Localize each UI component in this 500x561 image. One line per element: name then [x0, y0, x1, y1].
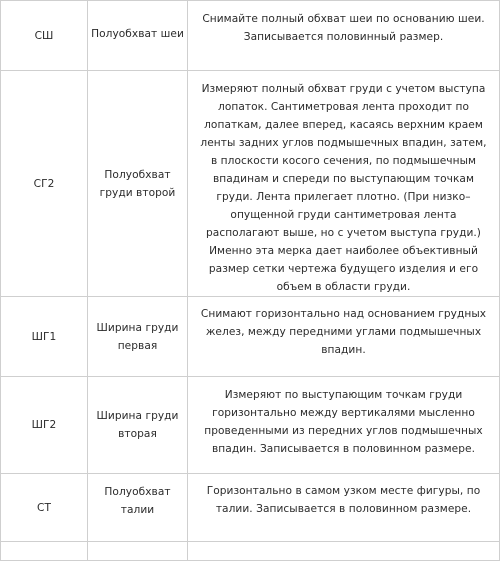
measure-code: СШ	[1, 1, 88, 71]
table-row	[1, 377, 500, 474]
measure-code: СГ2	[1, 71, 88, 297]
measure-name: Ширина груди первая	[88, 297, 188, 377]
measure-description: Горизонтально в самом узком месте фигуры, по талии. Записывается в половинном размере.	[188, 474, 500, 542]
table-row	[1, 474, 500, 542]
measure-code: ШГ2	[1, 377, 88, 474]
empty-cell	[88, 542, 188, 561]
measure-description: Снимайте полный обхват шеи по основанию шеи. Записывается половинный размер.	[188, 1, 500, 71]
measure-code: ШГ1	[1, 297, 88, 377]
table-row	[1, 71, 500, 297]
measure-name: Полуобхват шеи	[88, 1, 188, 71]
measure-name: Полуобхват талии	[88, 474, 188, 542]
table-row	[1, 1, 500, 71]
measure-name: Ширина груди вторая	[88, 377, 188, 474]
measure-name: Полуобхват груди второй	[88, 71, 188, 297]
empty-cell	[1, 542, 88, 561]
table-row-partial	[1, 542, 500, 561]
measure-description: Измеряют полный обхват груди с учетом выступа лопаток. Сантиметровая лента проходит по лопаткам, далее вперед, касаясь верхним краем ленты задних углов подмышечных впадин, затем, в плоскости косого сечения, по подмышечным впадинам и спереди по выступающим точкам груди. Лента прилегает плотно. (При низко–опущенной груди сантиметровая лента располагают выше, но с учетом выступа груди.) Именно эта мерка дает наиболее объективный размер сетки чертежа будущего изделия и его объем в области груди.	[188, 71, 500, 297]
measure-description: Снимают горизонтально над основанием грудных желез, между передними углами подмышечных впадин.	[188, 297, 500, 377]
measure-description: Измеряют по выступающим точкам груди горизонтально между вертикалями мысленно проведенными из передних углов подмышечных впадин. Записывается в половинном размере.	[188, 377, 500, 474]
measure-code: СТ	[1, 474, 88, 542]
empty-cell	[188, 542, 500, 561]
table-row	[1, 297, 500, 377]
